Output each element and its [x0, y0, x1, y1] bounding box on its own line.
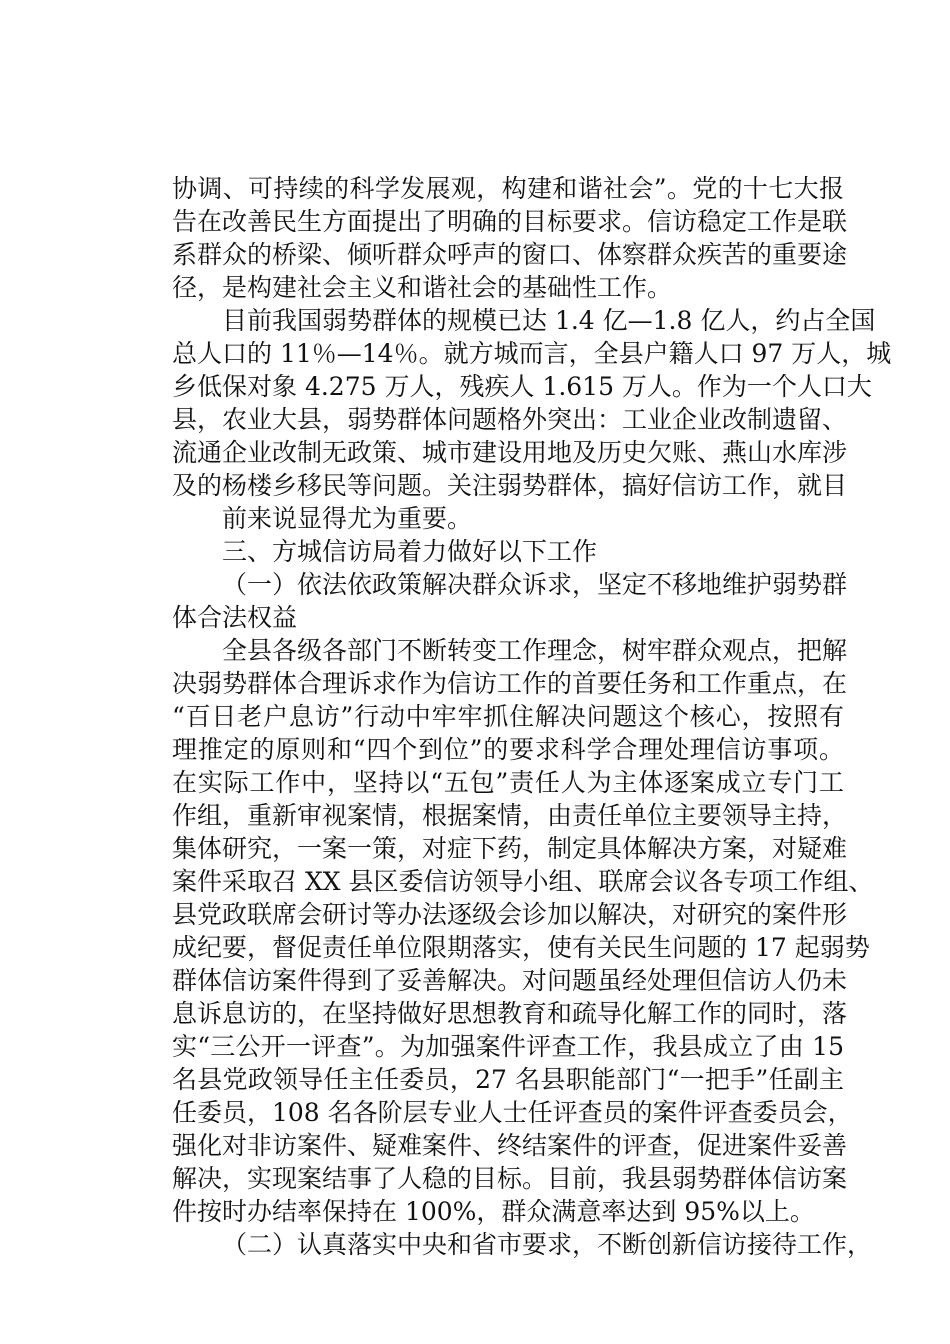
- text-line: 群体信访案件得到了妥善解决。对问题虽经处理但信访人仍未: [172, 966, 848, 995]
- text-line: 任委员，108 名各阶层专业人士任评查员的案件评查委员会，: [172, 1098, 853, 1127]
- text-line: 协调、可持续的科学发展观，构建和谐社会”。党的十七大报: [172, 174, 844, 203]
- text-line: 件按时办结率保持在 100%，群众满意率达到 95%以上。: [172, 1197, 815, 1226]
- text-line: 成纪要，督促责任单位限期落实，使有关民生问题的 17 起弱势: [172, 933, 870, 962]
- text-line: 体合法权益: [172, 603, 298, 632]
- document-body: [172, 172, 892, 1261]
- text-line: 全县各级各部门不断转变工作理念，树牢群众观点，把解: [222, 636, 848, 665]
- text-line: “百日老户息访”行动中牢牢抓住解决问题这个核心，按照有: [172, 702, 844, 731]
- text-line: 集体研究，一案一策，对症下药，制定具体解决方案，对疑难: [172, 834, 848, 863]
- text-line: 乡低保对象 4.275 万人，残疾人 1.615 万人。作为一个人口大: [172, 372, 872, 401]
- text-line: 及的杨楼乡移民等问题。关注弱势群体，搞好信访工作，就目: [172, 471, 848, 500]
- text-line: 解决，实现案结事了人稳的目标。目前，我县弱势群体信访案: [172, 1164, 848, 1193]
- text-line: 作组，重新审视案情，根据案情，由责任单位主要领导主持，: [172, 801, 848, 830]
- text-line: （二）认真落实中央和省市要求，不断创新信访接待工作，: [222, 1230, 873, 1259]
- text-line: 强化对非访案件、疑难案件、终结案件的评查，促进案件妥善: [172, 1131, 848, 1160]
- text-line: 决弱势群体合理诉求作为信访工作的首要任务和工作重点，在: [172, 669, 848, 698]
- text-line: （一）依法依政策解决群众诉求，坚定不移地维护弱势群: [222, 570, 848, 599]
- text-line: 理推定的原则和“四个到位”的要求科学合理处理信访事项。: [172, 735, 844, 764]
- text-line: 名县党政领导任主任委员，27 名县职能部门“一把手”任副主: [172, 1065, 844, 1094]
- text-line: 县，农业大县，弱势群体问题格外突出：工业企业改制遗留、: [172, 405, 848, 434]
- text-line: 目前我国弱势群体的规模已达 1.4 亿—1.8 亿人，约占全国: [222, 306, 876, 335]
- text-line: 告在改善民生方面提出了明确的目标要求。信访稳定工作是联: [172, 207, 848, 236]
- text-line: 总人口的 11％—14％。就方城而言，全县户籍人口 97 万人，城: [172, 339, 892, 368]
- text-line: 径，是构建社会主义和谐社会的基础性工作。: [172, 273, 673, 302]
- text-line: 系群众的桥梁、倾听群众呼声的窗口、体察群众疾苦的重要途: [172, 240, 848, 269]
- text-line: 县党政联席会研讨等办法逐级会诊加以解决，对研究的案件形: [172, 900, 848, 929]
- text-line: 在实际工作中，坚持以“五包”责任人为主体逐案成立专门工: [172, 768, 844, 797]
- text-line: 前来说显得尤为重要。: [222, 504, 473, 533]
- text-line: 息诉息访的，在坚持做好思想教育和疏导化解工作的同时，落: [172, 999, 848, 1028]
- text-line: 实“三公开一评查”。为加强案件评查工作，我县成立了由 15: [172, 1032, 844, 1061]
- text-line: 流通企业改制无政策、城市建设用地及历史欠账、燕山水库涉: [172, 438, 848, 467]
- text-line: 案件采取召 XX 县区委信访领导小组、联席会议各专项工作组、: [172, 867, 874, 896]
- text-line: 三、方城信访局着力做好以下工作: [222, 537, 598, 566]
